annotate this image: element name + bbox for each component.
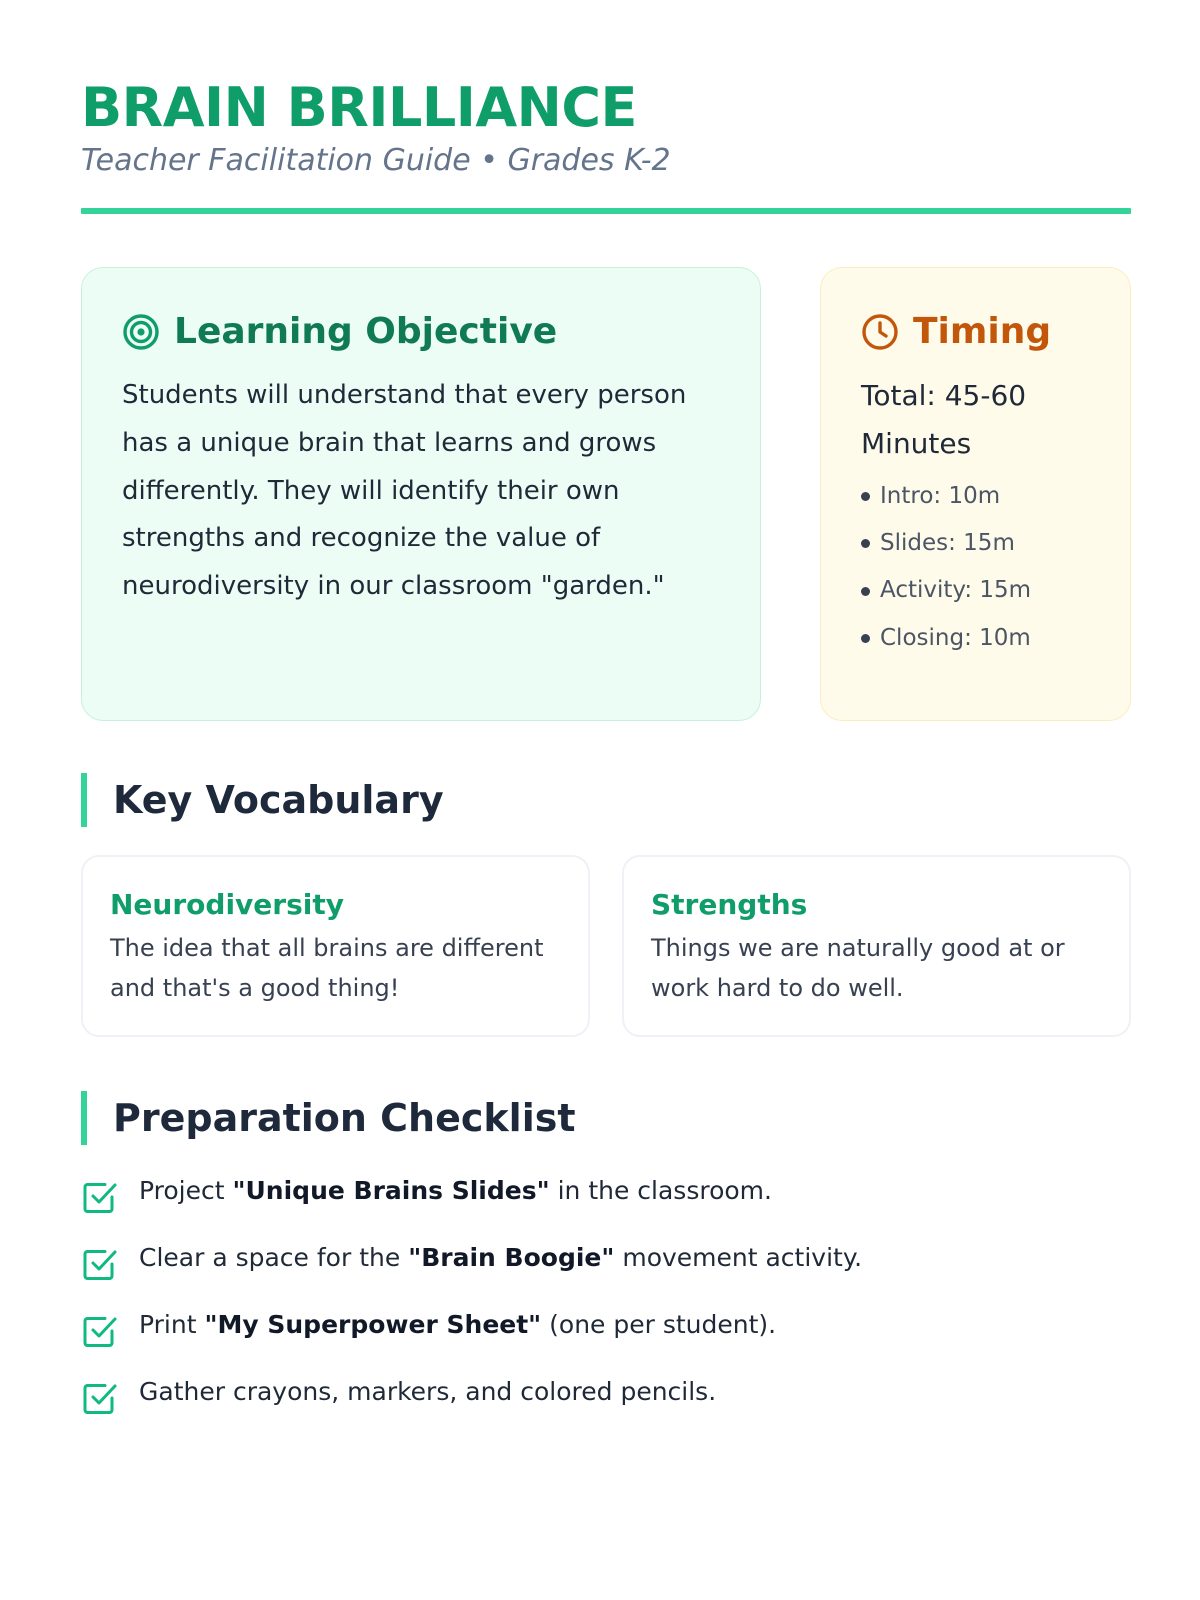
learning-objective-card [81,267,761,721]
timing-item: Slides: 15m [861,520,1090,567]
timing-header [861,312,1090,352]
page-subtitle: Teacher Facilitation Guide • Grades K-2 [81,143,671,179]
timing-item: Closing: 10m [861,615,1090,662]
timing-card [820,267,1131,721]
overview-row [81,267,1131,721]
bullet-icon [861,587,870,596]
vocabulary-row [81,855,1131,1037]
checklist-item-text: Gather crayons, markers, and colored pencils. [139,1377,717,1407]
checklist-item [81,1374,1131,1441]
timing-breakdown [861,473,1090,662]
timing-item: Intro: 10m [861,473,1090,520]
check-square-icon [81,1177,119,1215]
vocab-card-strengths [622,855,1131,1037]
clock-icon [861,313,899,351]
bullet-icon [861,492,870,501]
check-square-icon [81,1378,119,1416]
checklist-item-text: Clear a space for the "Brain Boogie" movement activity. [139,1243,863,1273]
learning-objective-text: Students will understand that every person has a unique brain that learns and grows differently. They will identify their own strengths and recognize the value of neurodiversity in our classroom "garden." [122,379,687,602]
page-title: BRAIN BRILLIANCE [81,76,637,139]
preparation-checklist-heading: Preparation Checklist [81,1091,1131,1145]
key-vocabulary-heading: Key Vocabulary [81,773,1131,827]
guide-page [81,78,1131,1441]
bullet-icon [861,539,870,548]
header-divider [81,208,1131,214]
learning-objective-header [122,312,720,352]
bullet-icon [861,634,870,643]
vocab-definition: The idea that all brains are different and that's a good thing! [110,933,544,1003]
learning-objective-heading: Learning Objective [174,311,558,353]
checklist-item-text: Project "Unique Brains Slides" in the classroom. [139,1176,772,1206]
vocab-card-neurodiversity [81,855,590,1037]
checklist-item [81,1173,1131,1240]
timing-total: Total: 45-60 Minutes [861,378,1027,460]
timing-heading: Timing [913,311,1052,353]
check-square-icon [81,1311,119,1349]
vocab-term: Neurodiversity [110,888,344,922]
checklist-item-text: Print "My Superpower Sheet" (one per student). [139,1310,777,1340]
checklist-item [81,1307,1131,1374]
target-icon [122,313,160,351]
preparation-checklist [81,1173,1131,1441]
checklist-item [81,1240,1131,1307]
timing-item: Activity: 15m [861,567,1090,614]
vocab-definition: Things we are naturally good at or work hard to do well. [651,933,1065,1003]
vocab-term: Strengths [651,888,808,922]
check-square-icon [81,1244,119,1282]
